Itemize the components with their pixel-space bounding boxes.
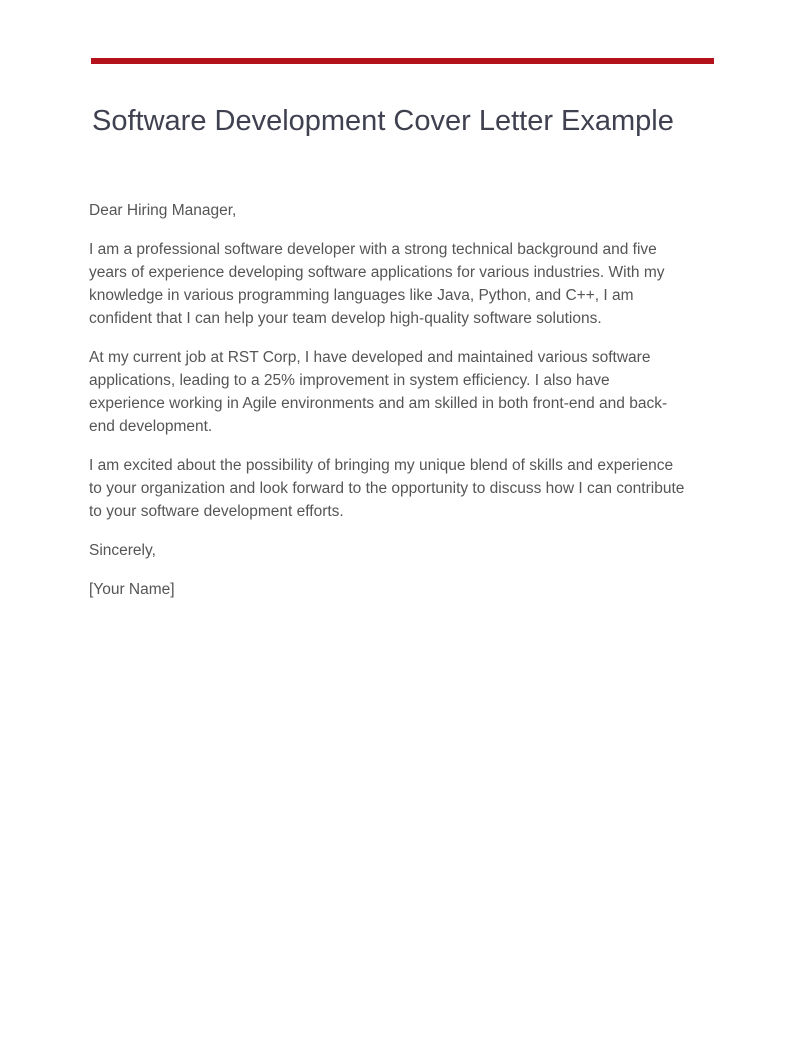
header-accent-rule (91, 58, 714, 64)
page-title: Software Development Cover Letter Example (92, 105, 674, 137)
letter-signature: [Your Name] (89, 581, 175, 598)
letter-closing: Sincerely, (89, 542, 156, 559)
letter-paragraph-3: I am excited about the possibility of bringing my unique blend of skills and experience to your organization and look forward to the opportunity to discuss how I can contribute to your software development efforts. (89, 457, 685, 520)
letter-paragraph-1: I am a professional software developer with a strong technical background and five years of experience developing software applications for various industries. With my knowledge in various programming languages like Java, Python, and C++, I am confident that I can help your team develop high-quality software solutions. (89, 241, 665, 327)
letter-body (89, 199, 689, 617)
letter-salutation: Dear Hiring Manager, (89, 202, 237, 219)
letter-paragraph-2: At my current job at RST Corp, I have developed and maintained various software applications, leading to a 25% improvement in system efficiency. I also have experience working in Agile environments and am skilled in both front-end and back-end development. (89, 349, 668, 435)
